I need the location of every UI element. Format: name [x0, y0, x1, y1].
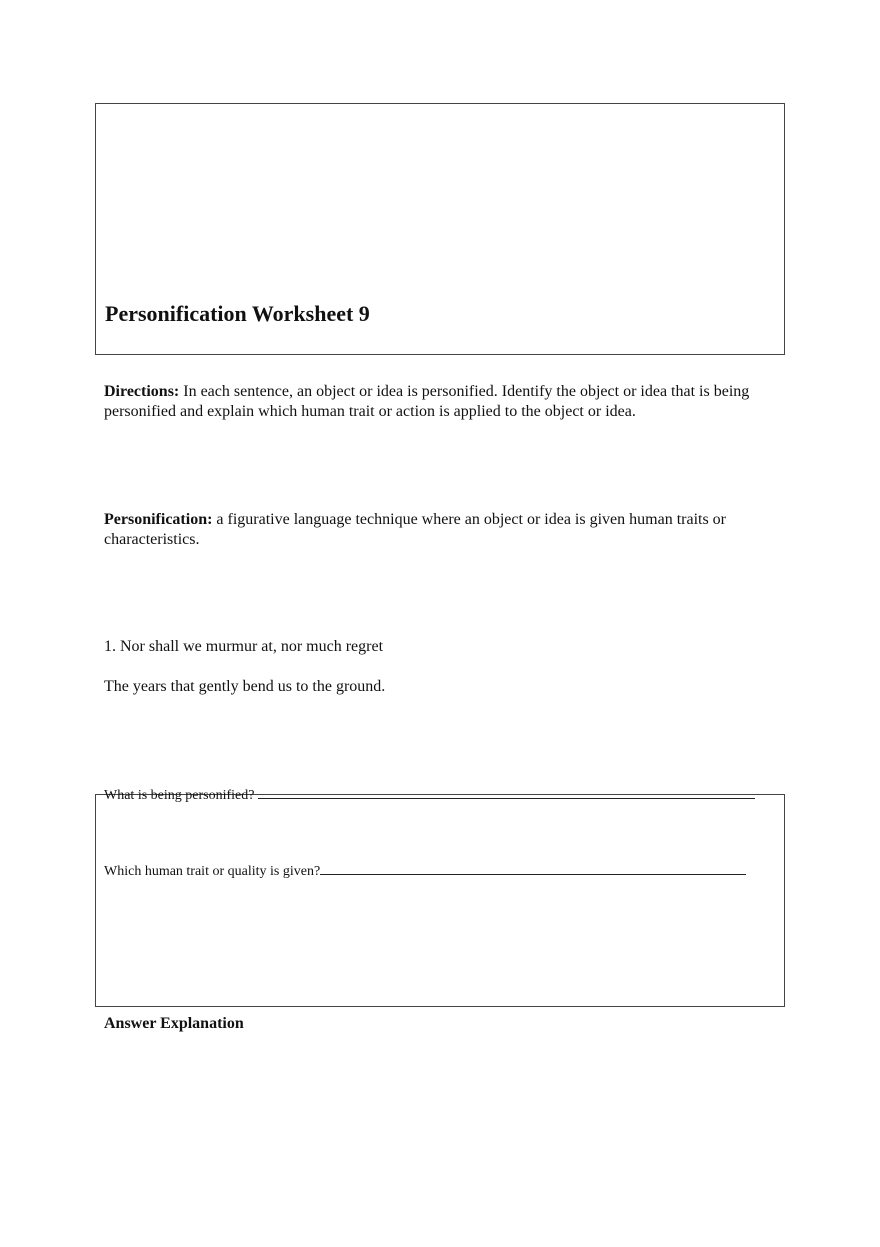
question-human-trait	[104, 861, 746, 880]
sentence-line-2: The years that gently bend us to the ground.	[104, 678, 386, 695]
answer-box	[95, 794, 785, 1007]
question-human-trait-label: Which human trait or quality is given?	[104, 864, 321, 879]
question-personified-label: What is being personified?	[104, 788, 255, 803]
definition-label: Personification:	[104, 511, 213, 528]
directions-text: In each sentence, an object or idea is personified. Identify the object or idea that is being personified and explain which human trait or action is applied to the object or idea.	[104, 383, 750, 420]
answer-blank-personified[interactable]	[258, 785, 755, 799]
definition-paragraph	[104, 510, 784, 550]
page-title: Personification Worksheet 9	[105, 301, 370, 326]
question-personified	[104, 785, 755, 804]
title-box	[95, 103, 785, 355]
definition-text: a figurative language technique where an object or idea is given human traits or characteristics.	[104, 511, 727, 548]
directions-label: Directions:	[104, 383, 180, 400]
sentence-line-1: 1. Nor shall we murmur at, nor much regret	[104, 638, 384, 655]
answer-explanation-heading: Answer Explanation	[104, 1015, 244, 1032]
answer-blank-human-trait[interactable]	[320, 861, 746, 875]
directions-paragraph	[104, 382, 784, 422]
